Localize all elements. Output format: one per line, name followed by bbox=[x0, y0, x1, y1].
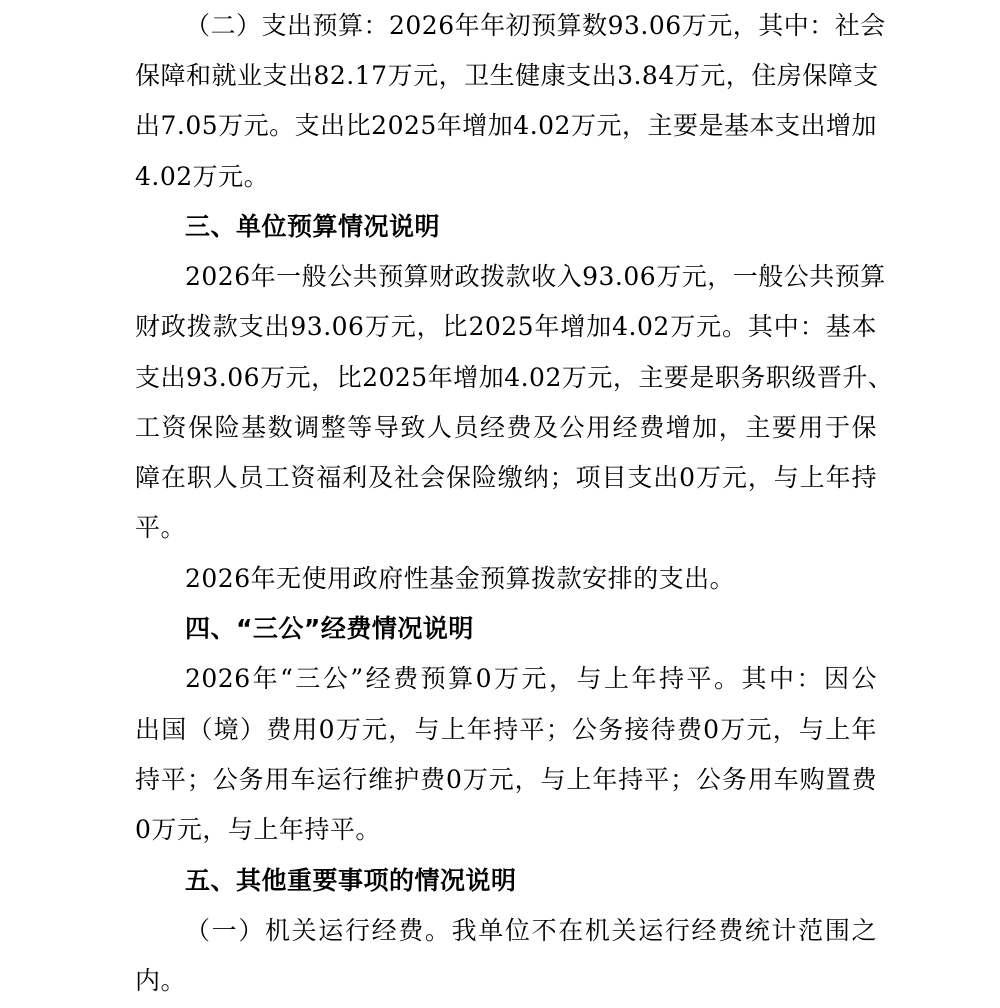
section-5-item-1-line-1: （一）机关运行经费。我单位不在机关运行经费统计范围之 bbox=[185, 916, 877, 945]
section-5-item-1-line-2: 内。 bbox=[135, 966, 187, 995]
expenditure-budget-line-3: 出7.05万元。支出比2025年增加4.02万元，主要是基本支出增加 bbox=[135, 111, 877, 140]
section-5-heading: 五、其他重要事项的情况说明 bbox=[185, 866, 517, 895]
section-3-paragraph-1-line-1: 2026年一般公共预算财政拨款收入93.06万元，一般公共预算 bbox=[185, 262, 886, 291]
section-4-paragraph-line-3: 持平；公务用车运行维护费0万元，与上年持平；公务用车购置费 bbox=[135, 765, 877, 794]
expenditure-budget-line-1: （二）支出预算：2026年年初预算数93.06万元，其中：社会 bbox=[185, 11, 886, 40]
section-3-paragraph-1-line-5: 障在职人员工资福利及社会保险缴纳；项目支出0万元，与上年持 bbox=[135, 463, 877, 492]
section-4-heading: 四、“三公”经费情况说明 bbox=[185, 614, 474, 643]
expenditure-budget-line-2: 保障和就业支出82.17万元，卫生健康支出3.84万元，住房保障支 bbox=[135, 61, 879, 90]
section-3-heading: 三、单位预算情况说明 bbox=[185, 212, 441, 241]
section-4-paragraph-line-1: 2026年“三公”经费预算0万元，与上年持平。其中：因公 bbox=[185, 664, 877, 693]
section-3-paragraph-2: 2026年无使用政府性基金预算拨款安排的支出。 bbox=[185, 564, 736, 593]
expenditure-budget-line-4: 4.02万元。 bbox=[135, 162, 270, 191]
section-3-paragraph-1-line-4: 工资保险基数调整等导致人员经费及公用经费增加，主要用于保 bbox=[135, 413, 877, 442]
section-3-paragraph-1-line-6: 平。 bbox=[135, 513, 187, 542]
section-3-paragraph-1-line-2: 财政拨款支出93.06万元，比2025年增加4.02万元。其中：基本 bbox=[135, 312, 877, 341]
section-4-paragraph-line-2: 出国（境）费用0万元，与上年持平；公务接待费0万元，与上年 bbox=[135, 715, 877, 744]
section-4-paragraph-line-4: 0万元，与上年持平。 bbox=[135, 815, 381, 844]
section-3-paragraph-1-line-3: 支出93.06万元，比2025年增加4.02万元，主要是职务职级晋升、 bbox=[135, 363, 894, 392]
